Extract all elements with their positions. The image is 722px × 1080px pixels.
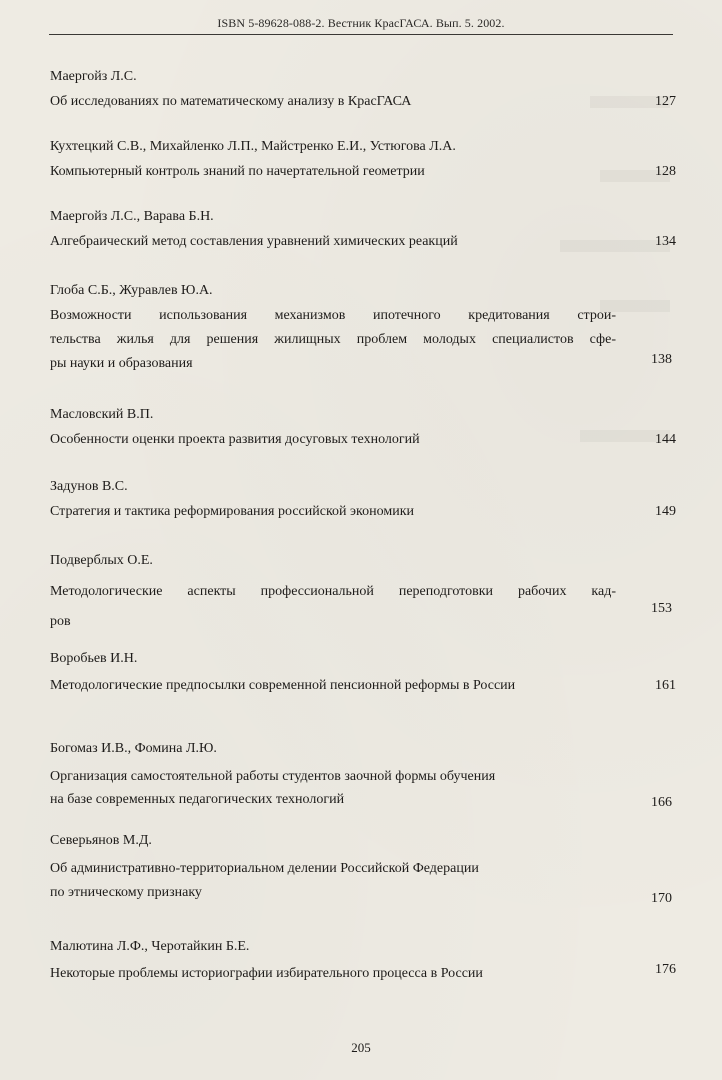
entry-authors: Подверблых О.Е. (50, 553, 153, 568)
entry-authors: Малютина Л.Ф., Черотайкин Б.Е. (50, 939, 250, 954)
entry-title: Методологические предпосылки современной пенсионной реформы в России (50, 678, 516, 693)
entry-page-number: 176 (655, 962, 676, 977)
entry-title-line: по этническому признаку (50, 885, 202, 900)
entry-title-line: ров (50, 614, 71, 629)
entry-title: Некоторые проблемы историографии избирательного процесса в России (50, 966, 483, 981)
running-header: ISBN 5-89628-088-2. Вестник КрасГАСА. Вып. 5. 2002. (217, 16, 505, 30)
page-number: 205 (351, 1040, 371, 1055)
toc-entry (50, 550, 676, 637)
entry-title: Особенности оценки проекта развития досуговых технологий (50, 432, 420, 447)
entry-page-number: 149 (655, 504, 676, 519)
entry-authors: Северьянов М.Д. (50, 833, 152, 848)
toc-entry (50, 206, 676, 252)
entry-title-line: ры науки и образования (50, 356, 193, 371)
entry-authors: Маергойз Л.С. (50, 69, 137, 84)
toc-entry (50, 404, 676, 450)
toc-entry (50, 136, 676, 182)
entry-page-number: 134 (655, 234, 676, 249)
entry-page-number: 161 (655, 678, 676, 693)
entry-page-number: 166 (651, 795, 672, 810)
entry-page-number: 170 (651, 891, 672, 906)
entry-title-line: на базе современных педагогических технологий (50, 792, 345, 807)
toc-entry (50, 830, 676, 905)
entry-title-line: Организация самостоятельной работы студентов заочной формы обучения (50, 769, 496, 784)
toc-entry (50, 738, 676, 811)
entry-authors: Воробьев И.Н. (50, 651, 138, 666)
header-rule (49, 34, 673, 35)
entry-authors: Глоба С.Б., Журавлев Ю.А. (50, 283, 213, 298)
toc-entry (50, 936, 676, 984)
toc-entry (50, 66, 676, 112)
entry-page-number: 138 (651, 352, 672, 367)
entry-page-number: 144 (655, 432, 676, 447)
entry-title: Стратегия и тактика реформирования российской экономики (50, 504, 415, 519)
entry-page-number: 153 (651, 601, 672, 616)
entry-title-line: Возможности использования механизмов ипотечного кредитования строи- (50, 308, 616, 323)
entry-title-line: Методологические аспекты профессиональной переподготовки рабочих кад- (50, 584, 616, 599)
entry-authors: Кухтецкий С.В., Михайленко Л.П., Майстренко Е.И., Устюгова Л.А. (50, 139, 456, 154)
entry-title: Об исследованиях по математическому анализу в КрасГАСА (50, 94, 412, 109)
entry-title-line: тельства жилья для решения жилищных проблем молодых специалистов сфе- (50, 332, 616, 347)
toc-entry (50, 280, 676, 376)
entry-authors: Масловский В.П. (50, 407, 154, 422)
entry-authors: Богомаз И.В., Фомина Л.Ю. (50, 741, 217, 756)
toc-entry (50, 476, 676, 522)
entry-page-number: 128 (655, 164, 676, 179)
entry-authors: Задунов В.С. (50, 479, 128, 494)
entry-title: Алгебраический метод составления уравнений химических реакций (50, 234, 458, 249)
entry-page-number: 127 (655, 94, 676, 109)
entry-title: Компьютерный контроль знаний по начертательной геометрии (50, 164, 425, 179)
entry-authors: Маергойз Л.С., Варава Б.Н. (50, 209, 214, 224)
toc-entry (50, 648, 676, 696)
entry-title-line: Об административно-территориальном делении Российской Федерации (50, 861, 479, 876)
